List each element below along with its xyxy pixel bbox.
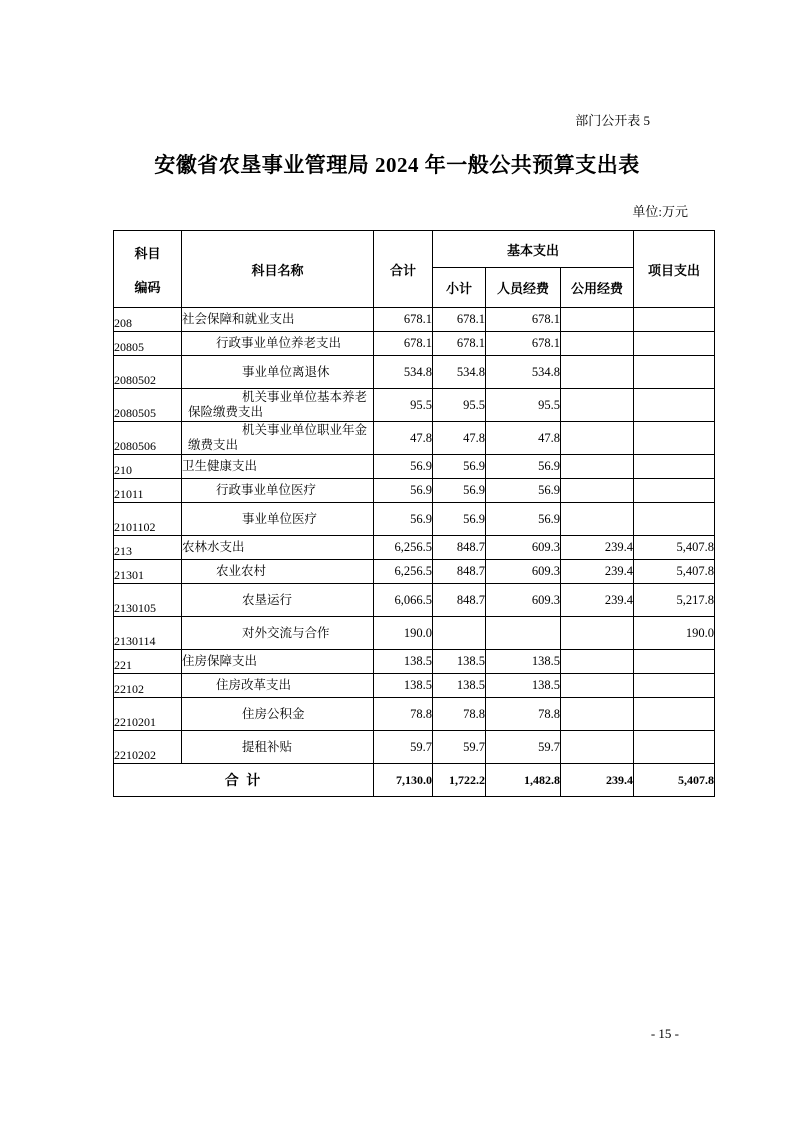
cell-personnel-funds: 95.5 [486,389,561,422]
grand-total-sum: 7,130.0 [374,764,433,797]
cell-public-funds [561,455,634,479]
grand-total-label: 合 计 [114,764,374,797]
table-body [114,308,715,764]
cell-public-funds [561,698,634,731]
grand-total-personnel: 1,482.8 [486,764,561,797]
cell-subtotal: 848.7 [433,536,486,560]
cell-public-funds [561,503,634,536]
header-subject-code-line1: 科目 [134,245,161,261]
cell-public-funds [561,389,634,422]
row-subject-name: 农林水支出 [182,536,374,560]
cell-subtotal: 56.9 [433,479,486,503]
header-subject-code [114,231,182,308]
table-row [114,479,715,503]
unit-label: 单位:万元 [632,204,688,219]
cell-project-expenditure [634,422,715,455]
row-subject-name: 农垦运行 [182,584,374,617]
cell-total: 678.1 [374,308,433,332]
row-subject-code: 21301 [114,560,182,584]
row-subject-code: 21011 [114,479,182,503]
row-subject-name: 行政事业单位医疗 [182,479,374,503]
row-subject-name: 住房改革支出 [182,674,374,698]
cell-project-expenditure [634,698,715,731]
cell-project-expenditure [634,389,715,422]
row-subject-code: 210 [114,455,182,479]
row-subject-code: 2130105 [114,584,182,617]
cell-total: 56.9 [374,503,433,536]
row-subject-code: 2101102 [114,503,182,536]
cell-subtotal: 59.7 [433,731,486,764]
budget-table [113,230,715,797]
table-row [114,332,715,356]
grand-total-public: 239.4 [561,764,634,797]
row-subject-name: 提租补贴 [182,731,374,764]
row-subject-code: 221 [114,650,182,674]
cell-subtotal: 95.5 [433,389,486,422]
cell-project-expenditure: 190.0 [634,617,715,650]
cell-project-expenditure [634,332,715,356]
table-row [114,455,715,479]
cell-subtotal: 848.7 [433,560,486,584]
cell-public-funds [561,308,634,332]
cell-personnel-funds: 138.5 [486,674,561,698]
cell-personnel-funds: 78.8 [486,698,561,731]
cell-public-funds [561,422,634,455]
table-footer [114,764,715,797]
row-subject-name: 机关事业单位职业年金缴费支出 [182,422,374,455]
header-public-funds: 公用经费 [561,268,634,308]
page-title: 安徽省农垦事业管理局 2024 年一般公共预算支出表 [154,153,640,177]
row-subject-code: 2080502 [114,356,182,389]
cell-project-expenditure: 5,407.8 [634,536,715,560]
cell-personnel-funds: 56.9 [486,503,561,536]
row-subject-name: 机关事业单位基本养老保险缴费支出 [182,389,374,422]
cell-total: 6,256.5 [374,560,433,584]
cell-personnel-funds [486,617,561,650]
row-subject-code: 213 [114,536,182,560]
header-total: 合计 [374,231,433,308]
table-row [114,560,715,584]
cell-subtotal: 56.9 [433,455,486,479]
cell-subtotal: 678.1 [433,332,486,356]
cell-personnel-funds: 534.8 [486,356,561,389]
header-project-expenditure: 项目支出 [634,231,715,308]
cell-public-funds: 239.4 [561,536,634,560]
cell-total: 59.7 [374,731,433,764]
cell-total: 138.5 [374,650,433,674]
cell-project-expenditure [634,308,715,332]
cell-public-funds [561,650,634,674]
cell-personnel-funds: 138.5 [486,650,561,674]
header-subject-code-line2: 编码 [134,279,161,295]
cell-project-expenditure [634,356,715,389]
cell-subtotal: 78.8 [433,698,486,731]
row-subject-code: 2130114 [114,617,182,650]
cell-public-funds [561,617,634,650]
cell-subtotal: 534.8 [433,356,486,389]
row-subject-code: 20805 [114,332,182,356]
row-subject-code: 2080505 [114,389,182,422]
cell-total: 6,256.5 [374,536,433,560]
corner-label: 部门公开表 5 [575,113,650,128]
table-row [114,503,715,536]
row-subject-code: 2210201 [114,698,182,731]
cell-subtotal: 138.5 [433,650,486,674]
table-row [114,389,715,422]
cell-personnel-funds: 47.8 [486,422,561,455]
cell-project-expenditure: 5,217.8 [634,584,715,617]
table-row [114,584,715,617]
cell-public-funds: 239.4 [561,584,634,617]
cell-total: 56.9 [374,455,433,479]
cell-public-funds [561,674,634,698]
cell-subtotal: 47.8 [433,422,486,455]
cell-personnel-funds: 678.1 [486,308,561,332]
cell-public-funds: 239.4 [561,560,634,584]
cell-personnel-funds: 59.7 [486,731,561,764]
cell-total: 95.5 [374,389,433,422]
row-subject-code: 2080506 [114,422,182,455]
grand-total-project: 5,407.8 [634,764,715,797]
cell-total: 190.0 [374,617,433,650]
cell-project-expenditure [634,674,715,698]
cell-personnel-funds: 678.1 [486,332,561,356]
cell-personnel-funds: 609.3 [486,536,561,560]
cell-personnel-funds: 609.3 [486,584,561,617]
header-personnel-funds: 人员经费 [486,268,561,308]
cell-public-funds [561,332,634,356]
table-row [114,617,715,650]
row-subject-name: 住房保障支出 [182,650,374,674]
row-subject-name: 社会保障和就业支出 [182,308,374,332]
cell-project-expenditure [634,455,715,479]
cell-total: 78.8 [374,698,433,731]
table-row [114,308,715,332]
cell-total: 6,066.5 [374,584,433,617]
grand-total-subtotal: 1,722.2 [433,764,486,797]
cell-public-funds [561,479,634,503]
table-header [114,231,715,308]
cell-subtotal: 848.7 [433,584,486,617]
grand-total-row [114,764,715,797]
cell-total: 678.1 [374,332,433,356]
cell-subtotal [433,617,486,650]
table-row [114,650,715,674]
cell-public-funds [561,731,634,764]
table-row [114,356,715,389]
cell-subtotal: 138.5 [433,674,486,698]
page-number: - 15 - [650,1026,679,1041]
cell-project-expenditure [634,479,715,503]
row-subject-name: 行政事业单位养老支出 [182,332,374,356]
cell-personnel-funds: 56.9 [486,455,561,479]
cell-total: 138.5 [374,674,433,698]
cell-total: 56.9 [374,479,433,503]
row-subject-name: 对外交流与合作 [182,617,374,650]
cell-public-funds [561,356,634,389]
header-subject-name: 科目名称 [182,231,374,308]
row-subject-name: 卫生健康支出 [182,455,374,479]
table-row [114,674,715,698]
row-subject-name: 事业单位医疗 [182,503,374,536]
table-row [114,731,715,764]
header-basic-expenditure: 基本支出 [433,231,634,268]
row-subject-code: 22102 [114,674,182,698]
row-subject-name: 农业农村 [182,560,374,584]
cell-project-expenditure [634,503,715,536]
table-row [114,698,715,731]
cell-total: 47.8 [374,422,433,455]
header-subtotal: 小计 [433,268,486,308]
cell-subtotal: 56.9 [433,503,486,536]
cell-personnel-funds: 56.9 [486,479,561,503]
cell-subtotal: 678.1 [433,308,486,332]
row-subject-code: 208 [114,308,182,332]
row-subject-code: 2210202 [114,731,182,764]
table-row [114,536,715,560]
row-subject-name: 事业单位离退休 [182,356,374,389]
cell-total: 534.8 [374,356,433,389]
cell-personnel-funds: 609.3 [486,560,561,584]
row-subject-name: 住房公积金 [182,698,374,731]
cell-project-expenditure: 5,407.8 [634,560,715,584]
table-row [114,422,715,455]
cell-project-expenditure [634,731,715,764]
cell-project-expenditure [634,650,715,674]
